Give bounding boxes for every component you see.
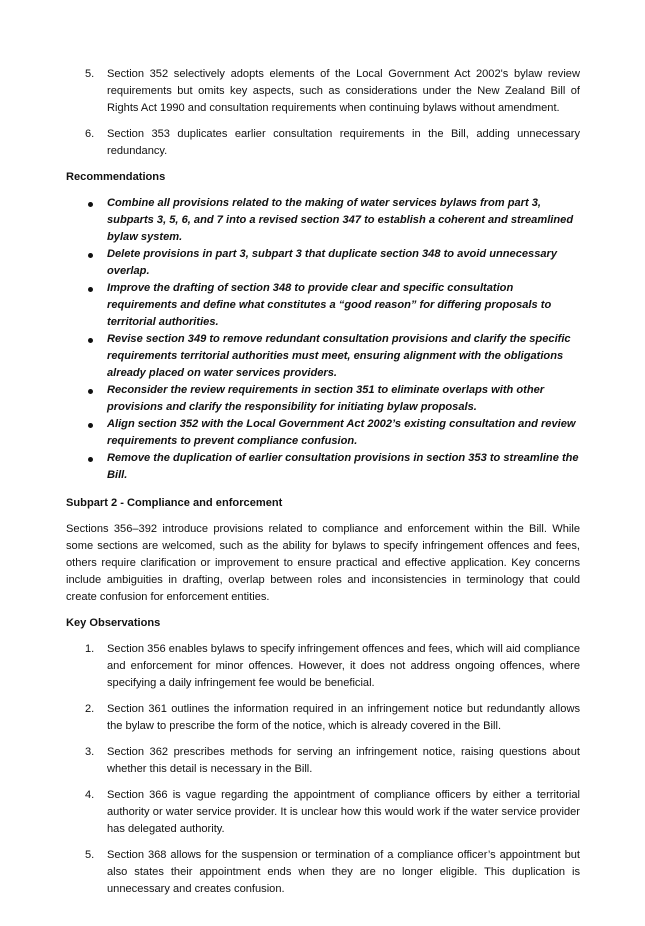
document-page bbox=[66, 66, 580, 907]
item-text: Combine all provisions related to the making of water services bylaws from part 3, subparts 3, 5, 6, and 7 into a revised section 347 to establish a coherent and streamlined bylaw system. bbox=[107, 197, 574, 243]
subpart-heading: Subpart 2 - Compliance and enforcement bbox=[66, 497, 283, 509]
list-item bbox=[66, 382, 580, 416]
bullet-icon bbox=[88, 457, 93, 462]
list-item bbox=[66, 246, 580, 280]
item-text: Section 352 selectively adopts elements of the Local Government Act 2002's bylaw review requirements but omits key aspects, such as considerations under the New Zealand Bill of Rights Act 1990 and consultation requirements when continuing bylaws without amendment. bbox=[107, 68, 580, 114]
key-observations-heading: Key Observations bbox=[66, 617, 161, 629]
list-item bbox=[66, 66, 580, 117]
item-text: Section 366 is vague regarding the appointment of compliance officers by either a territorial authority or water service provider. It is unclear how this would work if the water service provider has delegated authority. bbox=[107, 789, 580, 835]
item-text: Section 362 prescribes methods for serving an infringement notice, raising questions about whether this detail is necessary in the Bill. bbox=[107, 746, 580, 775]
item-number: 1. bbox=[85, 643, 95, 655]
item-text: Remove the duplication of earlier consultation provisions in section 353 to streamline the Bill. bbox=[107, 452, 579, 481]
bullet-icon bbox=[88, 423, 93, 428]
key-observations-list bbox=[66, 641, 580, 898]
list-item bbox=[66, 195, 580, 246]
bullet-icon bbox=[88, 389, 93, 394]
list-item bbox=[66, 331, 580, 382]
item-number: 6. bbox=[85, 128, 95, 140]
item-text: Section 356 enables bylaws to specify infringement offences and fees, which will aid compliance and enforcement for minor offences. However, it does not address ongoing offences, where specifying a daily infringement fee would be beneficial. bbox=[107, 643, 580, 689]
list-item bbox=[66, 701, 580, 735]
item-text: Revise section 349 to remove redundant consultation provisions and clarify the specific requirements territorial authorities must meet, ensuring alignment with the obligations already placed on water services providers. bbox=[107, 333, 571, 379]
item-text: Section 353 duplicates earlier consultation requirements in the Bill, adding unnecessary redundancy. bbox=[107, 128, 580, 157]
item-number: 4. bbox=[85, 789, 95, 801]
list-item bbox=[66, 787, 580, 838]
subpart-intro: Sections 356–392 introduce provisions related to compliance and enforcement within the Bill. While some sections are welcomed, such as the ability for bylaws to specify infringement offences and fees, others require clarification or improvement to ensure practical and effective application. Key concerns include ambiguities in drafting, overlap between roles and inconsistencies in terminology that could create confusion for enforcement entities. bbox=[66, 523, 580, 603]
bullet-icon bbox=[88, 287, 93, 292]
item-number: 5. bbox=[85, 849, 95, 861]
list-item bbox=[66, 126, 580, 160]
item-text: Improve the drafting of section 348 to provide clear and specific consultation requirements and define what constitutes a “good reason” for differing proposals to territorial authorities. bbox=[107, 282, 552, 328]
recommendations-heading: Recommendations bbox=[66, 171, 166, 183]
item-number: 5. bbox=[85, 68, 95, 80]
item-number: 2. bbox=[85, 703, 95, 715]
list-item bbox=[66, 280, 580, 331]
list-item bbox=[66, 847, 580, 898]
item-number: 3. bbox=[85, 746, 95, 758]
list-item bbox=[66, 416, 580, 450]
recommendations-list bbox=[66, 195, 580, 484]
top-list bbox=[66, 66, 580, 160]
item-text: Delete provisions in part 3, subpart 3 that duplicate section 348 to avoid unnecessary overlap. bbox=[107, 248, 558, 277]
item-text: Align section 352 with the Local Government Act 2002’s existing consultation and review requirements to prevent compliance confusion. bbox=[107, 418, 576, 447]
list-item bbox=[66, 450, 580, 484]
bullet-icon bbox=[88, 253, 93, 258]
item-text: Section 368 allows for the suspension or termination of a compliance officer’s appointment but also states their appointment ends when they are no longer eligible. This duplication is unnecessary and creates confusion. bbox=[107, 849, 580, 895]
list-item bbox=[66, 744, 580, 778]
bullet-icon bbox=[88, 202, 93, 207]
item-text: Reconsider the review requirements in section 351 to eliminate overlaps with other provisions and clarify the responsibility for initiating bylaw proposals. bbox=[107, 384, 545, 413]
list-item bbox=[66, 641, 580, 692]
item-text: Section 361 outlines the information required in an infringement notice but redundantly allows the bylaw to prescribe the form of the notice, which is already covered in the Bill. bbox=[107, 703, 580, 732]
bullet-icon bbox=[88, 338, 93, 343]
